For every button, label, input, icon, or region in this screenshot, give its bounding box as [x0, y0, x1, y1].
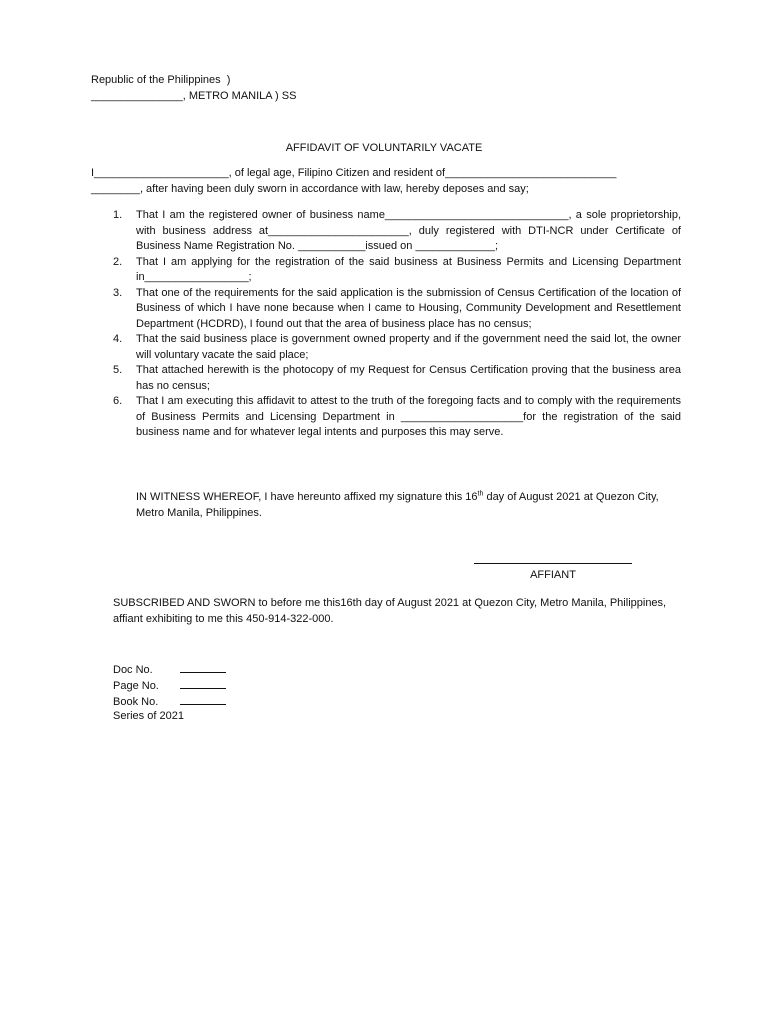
document-title: AFFIDAVIT OF VOLUNTARILY VACATE — [285, 142, 483, 154]
intro-paragraph — [91, 166, 681, 198]
jurat-paragraph: SUBSCRIBED AND SWORN to before me this16th day of August 2021 at Quezon City, Metro Manila, Philippines, affiant exhibiting to me this 450-914-322-000. — [113, 597, 667, 625]
witness-paragraph — [136, 490, 676, 521]
item-text: That I am executing this affidavit to attest to the truth of the foregoing facts and to comply with the requirements of Business Permits and Licensing Department in ____________________for the registration of the said business name and for whatever legal intents and purposes this may serve. — [136, 395, 681, 438]
notarial-register — [113, 661, 226, 725]
deposition-item-6 — [91, 394, 681, 441]
intro-line-2: ________, after having been duly sworn in accordance with law, hereby deposes and say; — [91, 183, 529, 195]
witness-ordinal-suffix: th — [477, 490, 484, 498]
item-number: 5. — [113, 364, 123, 376]
doc-no-row — [113, 661, 226, 677]
deposition-item-3 — [91, 286, 681, 333]
venue-line-city: _______________, METRO MANILA ) SS — [91, 90, 297, 102]
intro-line-1: I______________________, of legal age, Filipino Citizen and resident of____________________________ — [91, 167, 617, 179]
item-number: 6. — [113, 395, 123, 407]
page-no-blank — [180, 677, 226, 689]
venue-line-republic: Republic of the Philippines ) — [91, 74, 231, 86]
affiant-label: AFFIANT — [530, 569, 576, 581]
item-text: That the said business place is government owned property and if the government need the said lot, the owner will voluntary vacate the said place; — [136, 333, 681, 361]
book-no-row — [113, 693, 226, 709]
doc-no-label: Doc No. — [113, 664, 153, 676]
signature-line — [474, 563, 632, 564]
series-row — [113, 709, 226, 725]
witness-text-start: IN WITNESS WHEREOF, I have hereunto affixed my signature this 16 — [136, 491, 478, 503]
page-no-label: Page No. — [113, 680, 159, 692]
deposition-list — [91, 208, 681, 441]
book-no-blank — [180, 693, 226, 705]
item-text: That attached herewith is the photocopy of my Request for Census Certification proving that the business area has no census; — [136, 364, 681, 392]
deposition-item-5 — [91, 363, 681, 394]
deposition-item-1 — [91, 208, 681, 255]
witness-text-end: day of August 2021 at Quezon City, Metro Manila, Philippines. — [136, 491, 659, 519]
item-number: 3. — [113, 286, 123, 299]
item-text: That I am the registered owner of business name______________________________, a sole proprietorship, with business address at_______________________, duly registered with DTI-NCR under Certificate of Business Name Registration No. ___________issued on _____________; — [136, 209, 681, 252]
deposition-item-4 — [91, 332, 681, 363]
page-no-row — [113, 677, 226, 693]
item-text: That I am applying for the registration of the said business at Business Permits and Licensing Department in_________________; — [136, 255, 681, 283]
book-no-label: Book No. — [113, 696, 159, 708]
item-text: That one of the requirements for the said application is the submission of Census Certification of the location of Business of which I have none because when I came to Housing, Community Development and Resettlement Department (HCDRD), I found out that the area of business place has no census; — [136, 286, 681, 330]
doc-no-blank — [180, 661, 226, 673]
item-number: 1. — [113, 209, 123, 221]
item-number: 2. — [113, 255, 123, 268]
deposition-item-2 — [91, 255, 681, 286]
series-label: Series of 2021 — [113, 710, 184, 722]
item-number: 4. — [113, 333, 123, 345]
venue-header — [91, 73, 296, 105]
